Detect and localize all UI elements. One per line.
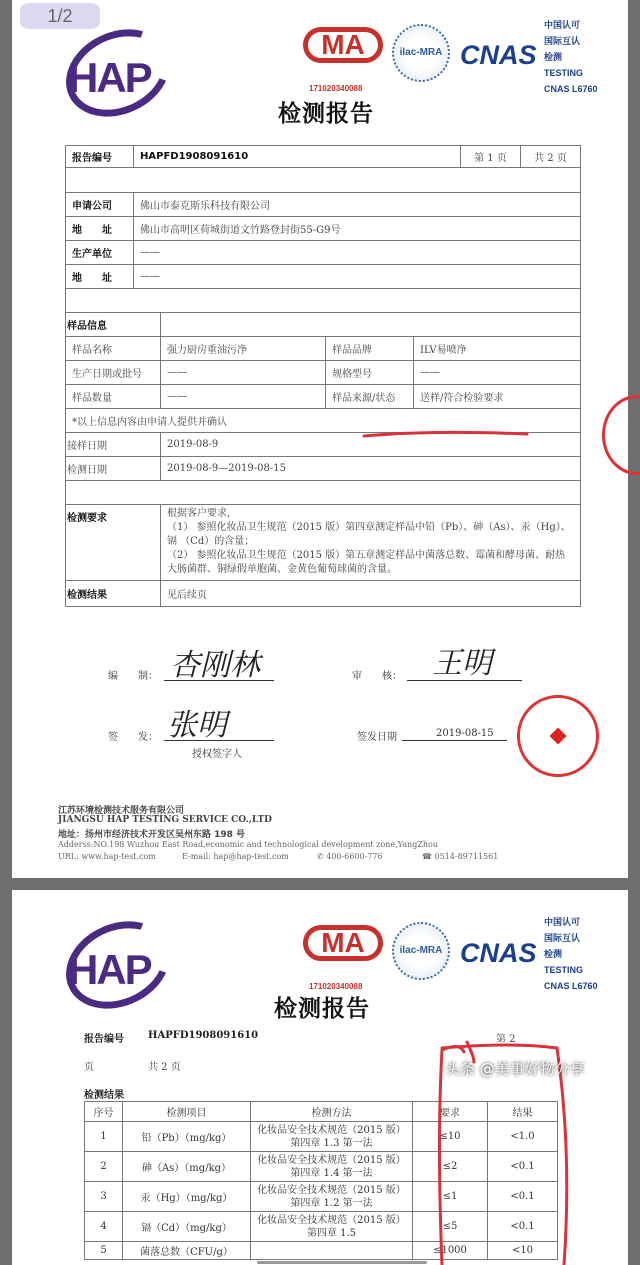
authorized-label: 授权签字人: [192, 749, 242, 760]
report-no: HAPFD1908091610: [148, 1030, 259, 1041]
issuer-signature: 张明: [167, 708, 227, 743]
address-label: 地 址: [66, 217, 134, 241]
row-no: 5: [85, 1242, 123, 1260]
sample-name: 强力厨房重油污净: [161, 337, 326, 361]
issue-date-label: 签发日期: [357, 732, 397, 743]
report-page-1: [12, 0, 628, 878]
row-no: 3: [85, 1182, 123, 1212]
producer-label: 生产单位: [66, 241, 134, 265]
cnas-logo: CNAS: [460, 40, 537, 70]
cma-logo: MA: [303, 925, 383, 961]
receive-date-label: 接样日期: [66, 433, 161, 457]
spec: ——: [414, 361, 581, 385]
qty-label: 样品数量: [66, 385, 161, 409]
cma-logo: MA: [303, 27, 383, 63]
batch: ——: [161, 361, 326, 385]
row-no: 2: [85, 1152, 123, 1182]
info-note: *以上信息内容由申请人提供并确认: [66, 409, 581, 433]
issue-date: 2019-08-15: [436, 728, 494, 739]
row-result: <10: [488, 1242, 558, 1260]
hap-logo: HAP: [64, 28, 174, 118]
test-date-label: 检测日期: [66, 457, 161, 481]
row-no: 1: [85, 1122, 123, 1152]
result-value: 见后续页: [161, 581, 581, 607]
brand: ILV易喷净: [414, 337, 581, 361]
page-number: 第 1 页: [461, 146, 521, 168]
row-requirement: ≤2: [413, 1152, 488, 1182]
footer-fax: ☎ 0514-89711561: [422, 852, 499, 861]
row-method: 化妆品安全技术规范（2015 版）第四章 1.4 第一法: [251, 1152, 413, 1182]
row-item: 汞（Hg）（mg/kg）: [123, 1182, 251, 1212]
report-title: 检测报告: [274, 996, 370, 1022]
footer-address-cn: 地址：扬州市经济技术开发区吴州东路 198 号: [58, 830, 246, 840]
qty: ——: [161, 385, 326, 409]
producer-value: ——: [134, 241, 581, 265]
page-number: 第 2: [496, 1034, 516, 1045]
applicant-label: 申请公司: [66, 193, 134, 217]
source-watermark: 头条 @美事好物分享: [445, 1060, 585, 1078]
producer-address-value: ——: [134, 265, 581, 289]
footer-phone: ✆ 400-6600-776: [317, 852, 383, 861]
page-number-cont: 页: [84, 1062, 94, 1073]
address-value: 佛山市高明区荷城街道文竹路登封街55-G9号: [134, 217, 581, 241]
report-no-label: 报告编号: [66, 146, 134, 168]
cnas-side-text: 中国认可 国际互认 检测 TESTING CNAS L6760: [544, 917, 598, 991]
result-label: 检测结果: [66, 581, 161, 607]
footer-email: E-mail: hap@hap-test.com: [182, 852, 289, 861]
brand-label: 样品品牌: [326, 337, 414, 361]
col-header-result: 结果: [488, 1102, 558, 1122]
footer-url: URL: www.hap-test.com: [58, 852, 156, 861]
reviewed-label: 审 核：: [352, 671, 402, 682]
compiled-label: 编 制：: [108, 671, 158, 682]
producer-address-label: 地 址: [66, 265, 134, 289]
cnas-side-text: 中国认可 国际互认 检测 TESTING CNAS L6760: [544, 20, 598, 94]
row-item: 镉（Cd）（mg/kg）: [123, 1212, 251, 1242]
page-indicator: 1/2: [20, 3, 100, 29]
row-requirement: ≤10: [413, 1122, 488, 1152]
row-item: 菌落总数（CFU/g）: [123, 1242, 251, 1260]
source-label: 样品来源/状态: [326, 385, 414, 409]
row-requirement: ≤5: [413, 1212, 488, 1242]
row-method: 化妆品安全技术规范（2015 版）第四章 1.5: [251, 1212, 413, 1242]
row-method: 化妆品安全技术规范（2015 版）第四章 1.3 第一法: [251, 1122, 413, 1152]
red-annotation-underline: [12, 0, 628, 878]
scrollbar[interactable]: [257, 1261, 427, 1264]
batch-label: 生产日期或批号: [66, 361, 161, 385]
row-result: <0.1: [488, 1152, 558, 1182]
cma-number: 171020340088: [309, 982, 363, 991]
report-title: 检测报告: [278, 101, 374, 127]
source: 送样/符合检验要求: [414, 385, 581, 409]
row-item: 砷（As）（mg/kg）: [123, 1152, 251, 1182]
sample-name-label: 样品名称: [66, 337, 161, 361]
test-date: 2019-08-9—2019-08-15: [161, 457, 581, 481]
row-result: <0.1: [488, 1182, 558, 1212]
reviewer-signature: 王明: [432, 646, 492, 681]
phone-icon: ✆: [317, 852, 327, 861]
cma-number: 171020340088: [309, 84, 363, 93]
fax-icon: ☎: [422, 852, 435, 861]
issued-label: 签 发：: [108, 732, 158, 743]
row-result: <0.1: [488, 1212, 558, 1242]
results-section-title: 检测结果: [84, 1090, 124, 1101]
cnas-logo: CNAS: [460, 938, 537, 968]
hap-logo: HAP: [64, 920, 174, 1010]
row-result: <1.0: [488, 1122, 558, 1152]
col-header-no: 序号: [85, 1102, 123, 1122]
compiler-signature: 杏刚林: [170, 648, 260, 683]
row-item: 铅（Pb）（mg/kg）: [123, 1122, 251, 1152]
requirement-label: 检测要求: [66, 505, 161, 581]
row-method: 化妆品安全技术规范（2015 版）第四章 1.2 第一法: [251, 1182, 413, 1212]
receive-date: 2019-08-9: [161, 433, 581, 457]
page-total: 共 2 页: [521, 146, 581, 168]
report-no: HAPFD1908091610: [134, 146, 461, 168]
spec-label: 规格型号: [326, 361, 414, 385]
col-header-item: 检测项目: [123, 1102, 251, 1122]
requirement-text: 根据客户要求, （1） 参照化妆品卫生规范（2015 版）第四章测定样品中铅（Pb）、砷（As）、汞（Hg）、镉 （Cd）的含量； （2） 参照化妆品卫生规范（2015 版）第五章测定样品中菌落总数、霉菌和酵母菌、耐热大肠菌群、铜绿假单胞菌、金黄色葡萄球菌的含量。: [161, 505, 581, 581]
applicant-value: 佛山市泰克斯乐科技有限公司: [134, 193, 581, 217]
page-total: 共 2 页: [148, 1062, 181, 1073]
row-requirement: ≤1000: [413, 1242, 488, 1260]
footer-company-en: JIANGSU HAP TESTING SERVICE CO.,LTD: [58, 815, 272, 825]
report-no-label: 报告编号: [84, 1034, 124, 1045]
ilac-mra-logo: ilac-MRA: [392, 922, 450, 980]
footer-company-cn: 江苏环境检测技术服务有限公司: [58, 806, 185, 816]
row-no: 4: [85, 1212, 123, 1242]
row-requirement: ≤1: [413, 1182, 488, 1212]
footer-address-en: Adderss:NO.198 Wuzhou East Road,economic and technological development zone,YangZhou: [58, 840, 438, 849]
col-header-requirement: 要求: [413, 1102, 488, 1122]
sample-info-label: 样品信息: [66, 313, 161, 337]
col-header-method: 检测方法: [251, 1102, 413, 1122]
ilac-mra-logo: ilac-MRA: [392, 24, 450, 82]
